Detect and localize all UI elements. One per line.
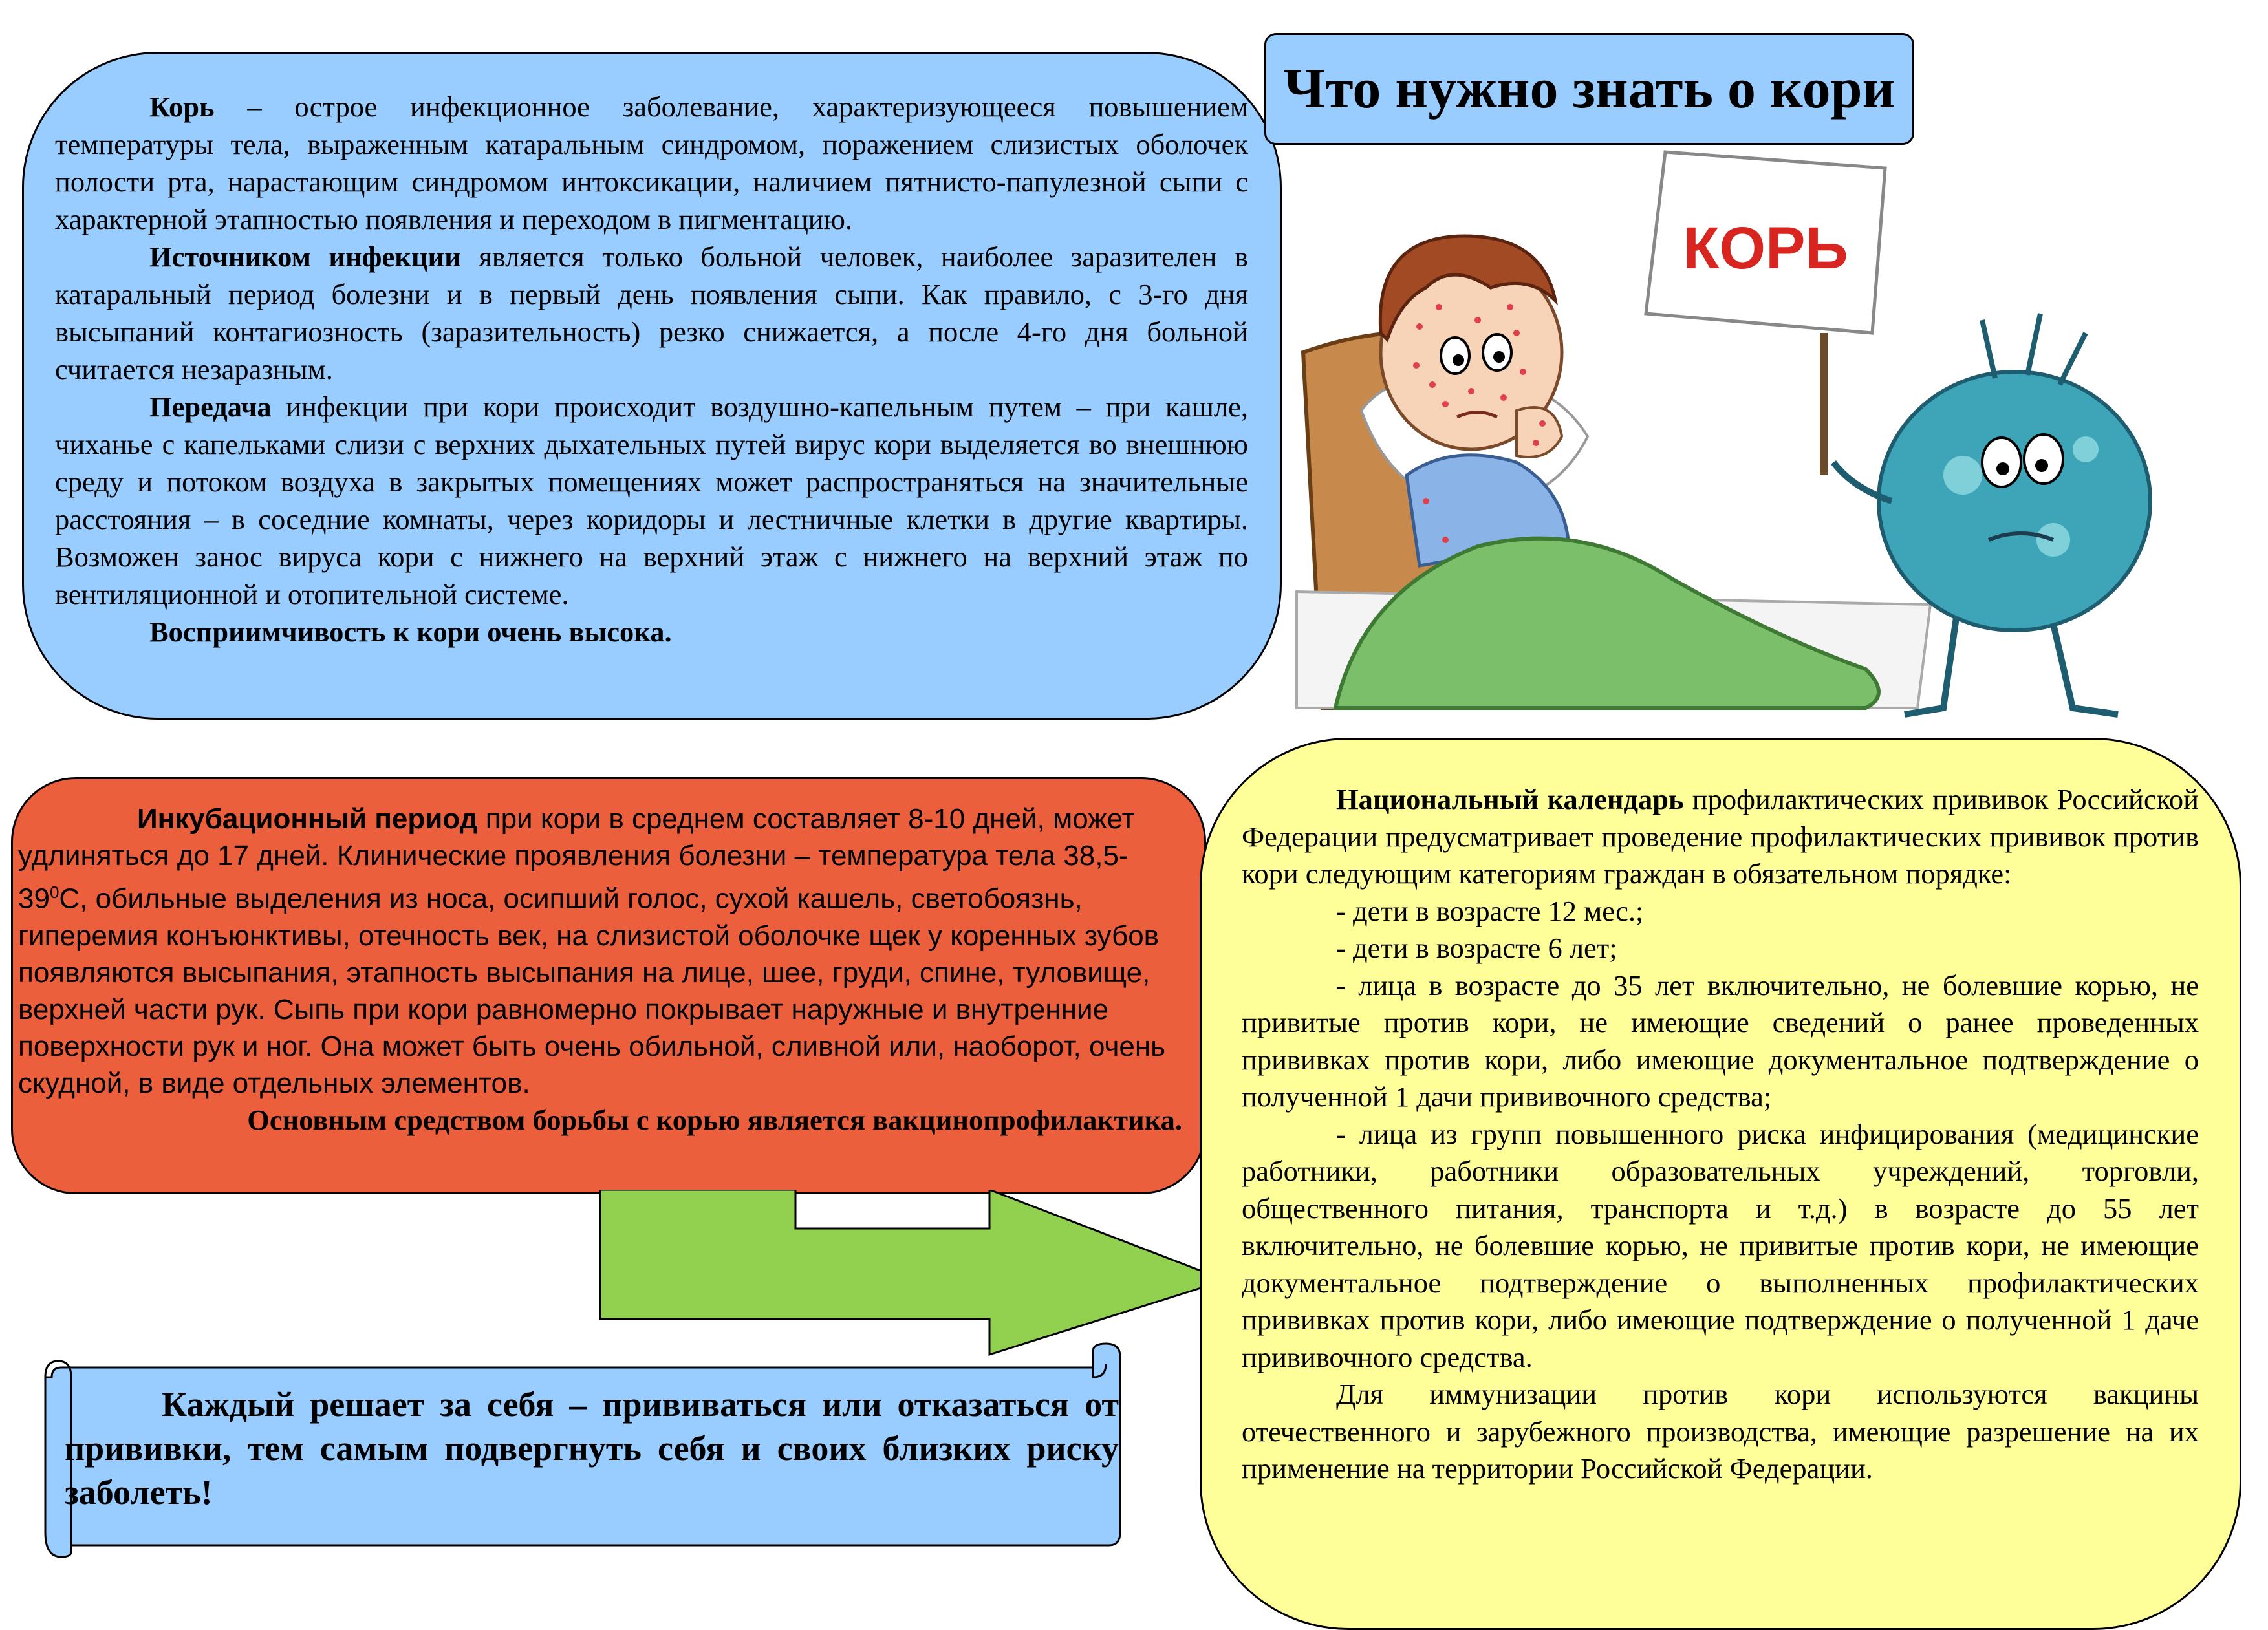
illustration-sick-child-and-virus: [1284, 139, 2202, 731]
susceptibility-paragraph: Восприимчивость к кори очень высока.: [149, 616, 672, 648]
scroll-text: [65, 1382, 1119, 1514]
page-title-text: Что нужно знать о кори: [1283, 58, 1895, 120]
incubation-paragraph: Инкубационный период при кори в среднем составляет 8-10 дней, может удлиняться до 17 дней. Клинические проявления болезни – температура тела $38,5-39^0С$, обильные выделения из носа, осипший голос, сухой кашель, светобоязнь, гиперемия конъюнктивы, отечность век, на слизистой оболочке щек у коренных зубов появляются высыпания, этапность высыпания на лице, шее, груди, спине, туловище, верхней части рук. Сыпь при кори равномерно покрывает наружные и внутренние поверхности рук и ног. Она может быть очень обильной, сливной или, наоборот, очень скудной, в виде отдельных элементов.: [18, 803, 1166, 1099]
calendar-item: - дети в возрасте 6 лет;: [1336, 932, 1617, 964]
green-arrow: [595, 1190, 1235, 1358]
source-paragraph: Источником инфекции является только больной человек, наиболее заразителен в катаральный период болезни и в первый день появления сыпи. Как правило, с 3-го дня высыпаний контагиозность (заразительность) резко снижается, а после 4-го дня больной считается незаразным.: [55, 241, 1248, 385]
scroll-message: Каждый решает за себя – прививаться или отказаться от прививки, тем самым подвергнуть себя и своих близких риску заболеть!: [65, 1385, 1119, 1512]
incubation-text: [18, 800, 1182, 1139]
incubation-conclusion: Основным средством борьбы с корью является вакцинопрофилактика.: [247, 1103, 1182, 1136]
calendar-item: - дети в возрасте 12 мес.;: [1336, 894, 1644, 927]
calendar-closing: Для иммунизации против кори используются вакцины отечественного и зарубежного производства, имеющие разрешение на их применение на территории Российской Федерации.: [1242, 1378, 2199, 1485]
definition-paragraph: Корь – острое инфекционное заболевание, характеризующееся повышением температуры тела, выраженным катаральным синдромом, поражением слизистых оболочек полости рта, нарастающим синдромом интоксикации, наличием пятнисто-папулезной сыпи с характерной этапностью появления и переходом в пигментацию.: [55, 91, 1248, 235]
calendar-text: [1242, 781, 2199, 1488]
calendar-item: - лица из групп повышенного риска инфицирования (медицинские работники, работники образовательных учреждений, торговли, общественного питания, транспорта и т.д.) в возрасте до 55 лет включительно, не болевшие корью, не привитые против кори, не имеющие документальное подтверждение о выполненных профилактических прививках против кори, либо имеющие подтверждение о полученной 1 даче прививочного средства.: [1242, 1117, 2199, 1373]
sign-text: КОРЬ: [1683, 215, 1848, 281]
korx-sign: [1646, 152, 1885, 475]
definition-text: [55, 88, 1248, 650]
page-title: [1264, 33, 1914, 145]
calendar-intro: Национальный календарь профилактических прививок Российской Федерации предусматривает проведение профилактических прививок против кори следующим категориям граждан в обязательном порядке:: [1242, 783, 2199, 890]
transmission-paragraph: Передача инфекции при кори происходит воздушно-капельным путем – при кашле, чиханье с капельками слизи с верхних дыхательных путей вирус кори выделяется во внешнюю среду и потоком воздуха в закрытых помещениях может распространяться на значительные расстояния – в соседние комнаты, через коридоры и лестничные клетки в другие квартиры. Возможен занос вируса кори с нижнего на верхний этаж с нижнего на верхний этаж по вентиляционной и отопительной системе.: [55, 391, 1248, 610]
calendar-item: - лица в возрасте до 35 лет включительно, не болевшие корью, не привитые против кори, не имеющие сведений о ранее проведенных прививках против кори, либо имеющие документальное подтверждение о полученной 1 дачи прививочного средства;: [1242, 969, 2199, 1113]
